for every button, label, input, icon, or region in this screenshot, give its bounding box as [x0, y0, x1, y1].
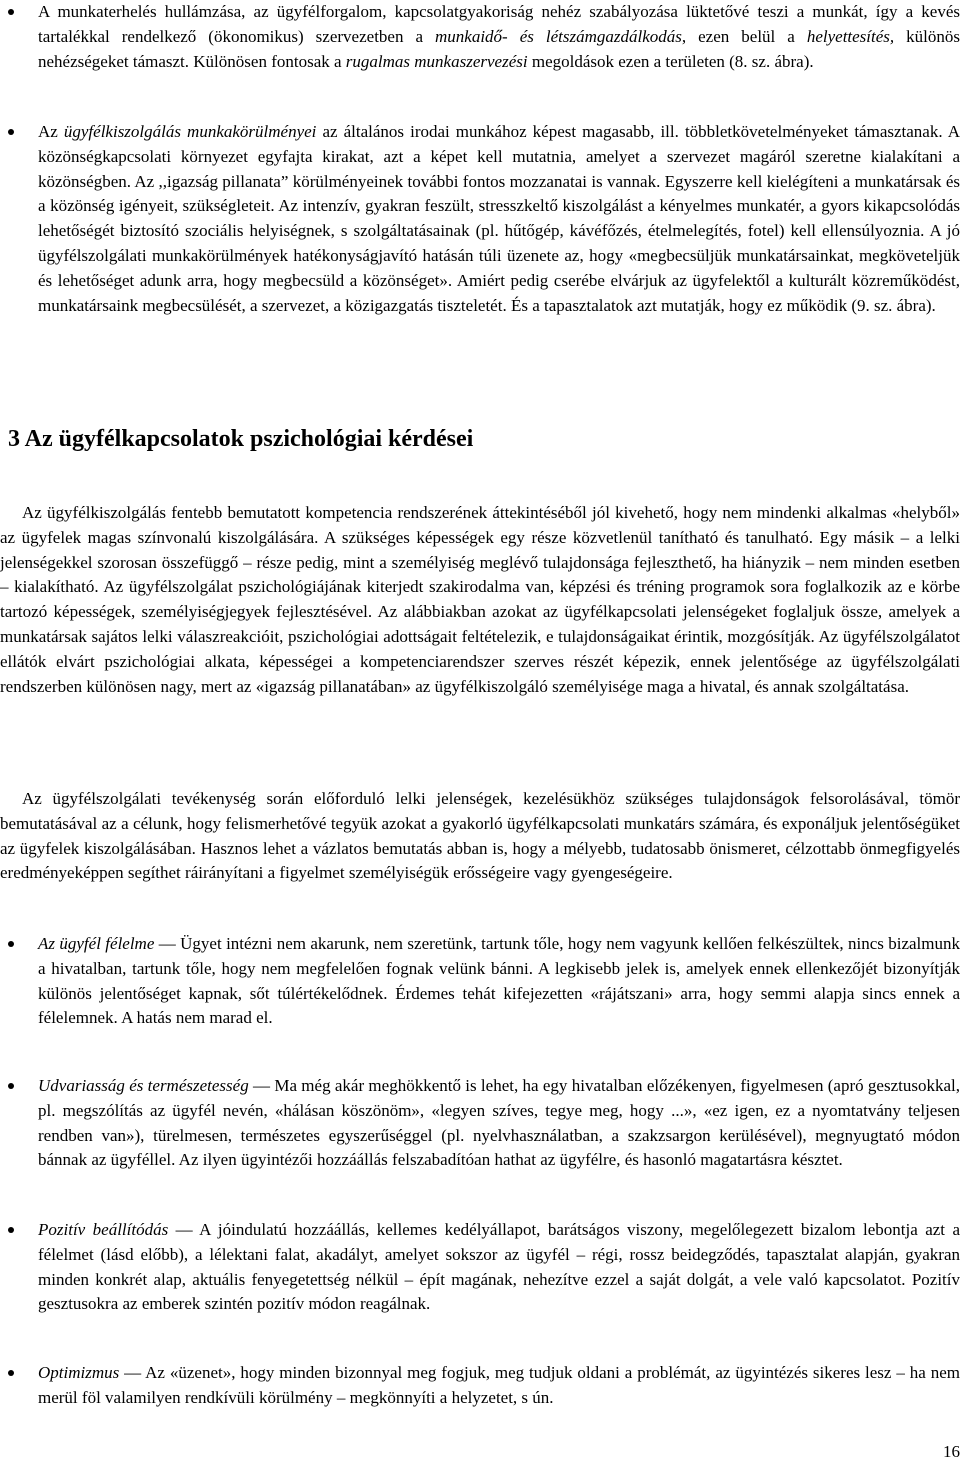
- bullet-dot-icon: [8, 1083, 14, 1089]
- bullet-text: A munkaterhelés hullámzása, az ügyfélforgalom, kapcsolatgyakoriság nehéz szabályozása lüktetővé teszi a munkát, így a kevés tartalékkal rendelkező (ökonomikus) szervezetben a munkaidő- és létszámgazdálkodás, ezen belül a helyettesítés, különös nehézségeket támaszt. Különösen fontosak a rugalmas munkaszervezési megoldások ezen a területen (8. sz. ábra).: [38, 2, 960, 71]
- bullet-dot-icon: [8, 1227, 14, 1233]
- bullet-text: Ügyet intézni nem akarunk, nem szeretünk, tartunk tőle, hogy nem vagyunk kellően felkészültek, nincs bizalmunk a hivatalban, tartunk tőle, hogy nem megfelelően fognak velünk bánni. A legkisebb jelek is, amelyek ennek ellenkezőjét bizonyítják különös jelentőséget kapnak, sőt túlértékelődnek. Érdemes tehát kifejezetten «rájátszani» arra, hogy semmi alapja sincs ennek a félelemnek. A hatás nem marad el.: [38, 934, 960, 1028]
- page-number: 16: [943, 1442, 960, 1461]
- bullet-text: Ma még akár meghökkentő is lehet, ha egy hivatalban előzékenyen, figyelmesen (apró gesztusokkal, pl. megszólítás az ügyfél nevén, «hálásan köszönöm», «legyen szíves, tegye meg, hogy ...», «ez igen, ez a nyomtatvány teljesen rendben van»), türelmesen, természetes egyszerűséggel (pl. nyelvhasználatban, a szakzsargon kerülésével), megnyugtató módon bánnak az ügyféllel. Az ilyen ügyintézői hozzáállás felszabadítóan hathat az ügyfélre, és hasonló magatartásra késztet.: [38, 1076, 960, 1170]
- body-paragraph: Az ügyfélkiszolgálás fentebb bemutatott kompetencia rendszerének áttekintéséből jól kivehető, hogy nem mindenki alkalmas «helyből» az ügyfelek magas színvonalú kiszolgálására. A szükséges képességek egy része közvetlenül tanítható és tanulható. Egy másik – a lelki jelenségekkel szorosan összefüggő – része pedig, mint a személyiség meglévő tulajdonsága fejleszthető, ha hiányzik – nem minden esetben – kialakítható. Az ügyfélszolgálat pszichológiájának kiterjedt szakirodalma van, képzési és tréning programok sora foglalkozik az e körbe tartozó képességek, személyiségjegyek fejlesztésével. Az alábbiakban azokat az ügyfélkapcsolati jelenségeket foglaljuk össze, amelyek a munkatársak sajátos lelki válaszreakcióit, pszichológiai adottságait feltételezik, e tulajdonságaikat érintik, mozgósítják. Az ügyfélszolgálatot ellátók elvárt pszichológiai alkata, képességei a kompetenciarendszer szerves részét képezik, ennek jelentősége az ügyfélszolgálati rendszerben különösen nagy, mert az «igazság pillanatában» az ügyfélkiszolgáló személyisége maga a hivatal, és annak szolgáltatása.: [0, 503, 960, 696]
- bullet-text: Az «üzenet», hogy minden bizonnyal meg fogjuk, meg tudjuk oldani a problémát, az ügyintézés sikeres lesz – ha nem merül föl valamilyen rendkívüli körülmény – megkönnyíti a helyzetet, s ún.: [38, 1363, 960, 1407]
- bullet-text: A jóindulatú hozzáállás, kellemes kedélyállapot, barátságos viszony, megelőlegezett bizalom lebontja azt a félelmet (lásd előbb), a lélektani falat, akadályt, amelyet sokszor az ügyfél – régi, rossz beidegződés, tapasztalat alapján, gyakran minden konkrét alap, aktuális fenyegetettség nélkül – épít magának, nehezítve ezzel a saját dolgát, a vele való kapcsolatot. Pozitív gesztusokra az emberek szintén pozitív módon reagálnak.: [38, 1220, 960, 1314]
- bullet-item: Udvariasság és természetesség — Ma még akár meghökkentő is lehet, ha egy hivatalban előzékenyen, figyelmesen (apró gesztusokkal, pl. megszólítás az ügyfél nevén, «hálásan köszönöm», «legyen szíves, tegye meg, hogy ...», «ez igen, ez a nyomtatvány teljesen rendben van»), türelmesen, természetes egyszerűséggel (pl. nyelvhasználatban, a szakzsargon kerülésével), megnyugtató módon bánnak az ügyféllel. Az ilyen ügyintézői hozzáállás felszabadítóan hathat az ügyfélre, és hasonló magatartásra késztet.: [38, 1074, 960, 1173]
- bullet-item: Az ügyfél félelme — Ügyet intézni nem akarunk, nem szeretünk, tartunk tőle, hogy nem vagyunk kellően felkészültek, nincs bizalmunk a hivatalban, tartunk tőle, hogy nem megfelelően fognak velünk bánni. A legkisebb jelek is, amelyek ennek ellenkezőjét bizonyítják különös jelentőséget kapnak, sőt túlértékelődnek. Érdemes tehát kifejezetten «rájátszani» arra, hogy semmi alapja sincs ennek a félelemnek. A hatás nem marad el.: [38, 932, 960, 1031]
- bullet-item: Pozitív beállítódás — A jóindulatú hozzáállás, kellemes kedélyállapot, barátságos viszony, megelőlegezett bizalom lebontja azt a félelmet (lásd előbb), a lélektani falat, akadályt, amelyet sokszor az ügyfél – régi, rossz beidegződés, tapasztalat alapján, gyakran minden konkrét alap, aktuális fenyegetettség nélkül – épít magának, nehezítve ezzel a saját dolgát, a vele való kapcsolatot. Pozitív gesztusokra az emberek szintén pozitív módon reagálnak.: [38, 1218, 960, 1317]
- bullet-dot-icon: [8, 129, 14, 135]
- bullet-dot-icon: [8, 1370, 14, 1376]
- bullet-item: [38, 120, 960, 318]
- bullet-term: Az ügyfél félelme: [38, 934, 155, 953]
- bullet-text: Az ügyfélkiszolgálás munkakörülményei az általános irodai munkához képest magasabb, ill. többletkövetelményeket támasztanak. A közönségkapcsolati környezet egyfajta kirakat, azt a képet kell mutatnia, amelyet a szervezet magáról szeretne kialakítani a közönségben. Az ,,igazság pillanata” körülményeinek további fontos mozzanatai is vannak. Egyszerre kell kielégíteni a munkatársak és a közönség igényeit, szükségleteit. Az intenzív, gyakran feszült, stresszkeltő kiszolgálást a kényelmes munkatér, a gyors kikapcsolódás lehetőségét biztosító szociális helyiségnek, s szolgáltatásainak (pl. hűtőgép, kávéfőzés, ételmelegítés, fotel) kell ellensúlyoznia. A jó ügyfélszolgálati munkakörülmények hatékonyságjavító hatásán túli üzenete az, hogy «megbecsüljük munkatársainkat, megköveteljük és lehetőséget adunk arra, hogy megbecsüld a közönséget». Amiért pedig cserébe elvárjuk az ügyfelektől a kulturált közreműködést, munkatársaink megbecsülését, a szervezet, a közigazgatás tiszteletét. És a tapasztalatok azt mutatják, hogy ez működik (9. sz. ábra).: [38, 122, 960, 315]
- bullet-dot-icon: [8, 941, 14, 947]
- body-paragraph: Az ügyfélszolgálati tevékenység során előforduló lelki jelenségek, kezelésükhöz szükséges tulajdonságok felsorolásával, tömör bemutatásával az a célunk, hogy felismerhetővé tegyük azokat a gyakorló ügyfélkapcsolati munkatárs számára, és exponáljuk jelentőségüket az ügyfelek kiszolgálásában. Hasznos lehet a vázlatos bemutatás abban is, hogy a mélyebb, tudatosabb önismeret, célzottabb önmegfigyelés eredményeképpen segíthet ráirányítani a figyelmet személyiségük erősségeire vagy gyengeségeire.: [0, 789, 960, 883]
- bullet-dot-icon: [8, 9, 14, 15]
- bullet-term: Optimizmus: [38, 1363, 120, 1382]
- bullet-item: [38, 0, 960, 74]
- section-heading: 3 Az ügyfélkapcsolatok pszichológiai kérdései: [8, 426, 474, 452]
- bullet-term: Udvariasság és természetesség: [38, 1076, 249, 1095]
- bullet-term: Pozitív beállítódás: [38, 1220, 169, 1239]
- bullet-item: Optimizmus — Az «üzenet», hogy minden bizonnyal meg fogjuk, meg tudjuk oldani a problémát, az ügyintézés sikeres lesz – ha nem merül föl valamilyen rendkívüli körülmény – megkönnyíti a helyzetet, s ún.: [38, 1361, 960, 1411]
